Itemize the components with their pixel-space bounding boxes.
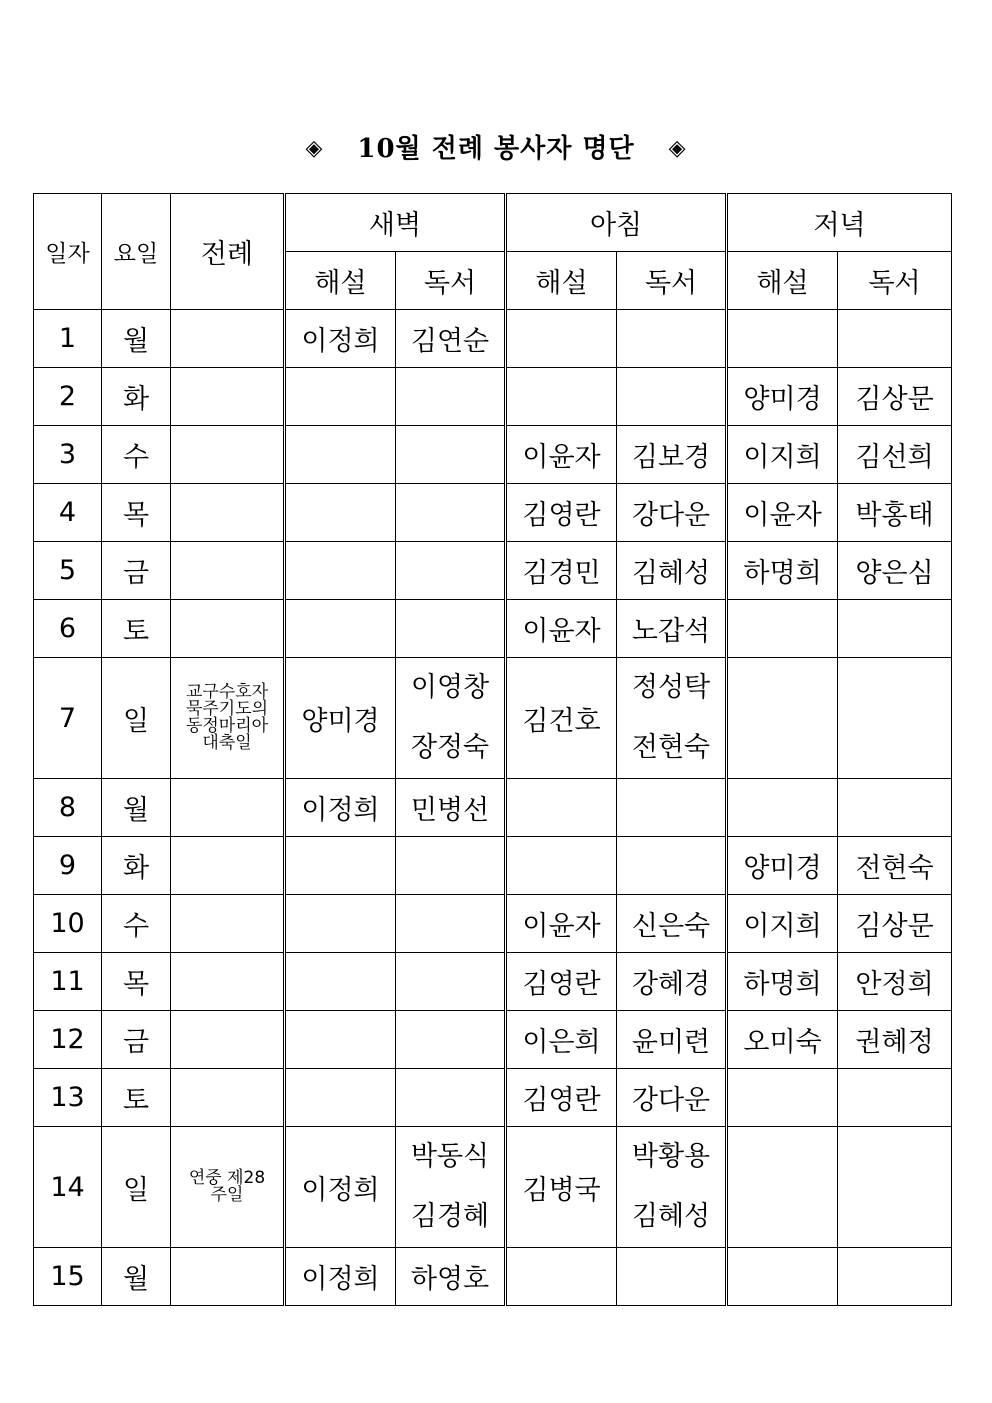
- dawn-commentary-cell: [285, 1069, 396, 1127]
- morning-reading-cell-line-1: 박황용: [631, 1141, 711, 1172]
- weekday-cell: 화: [102, 368, 171, 426]
- weekday-cell: 수: [102, 895, 171, 953]
- dawn-reading-cell: [396, 837, 506, 895]
- morning-reading-cell: [617, 779, 727, 837]
- weekday-cell: 토: [102, 1069, 171, 1127]
- evening-commentary-cell: 오미숙: [727, 1011, 838, 1069]
- morning-commentary-cell: 김영란: [506, 1069, 617, 1127]
- day-cell: 4: [34, 484, 102, 542]
- evening-reading-cell: [838, 658, 952, 779]
- dawn-reading-cell-line-2: 장정숙: [410, 732, 490, 763]
- morning-reading-cell: 노갑석: [617, 600, 727, 658]
- dawn-commentary-cell: [285, 542, 396, 600]
- dawn-reading-cell: [396, 368, 506, 426]
- evening-commentary-cell: [727, 1127, 838, 1248]
- dawn-reading-cell: [396, 1069, 506, 1127]
- weekday-cell: 일: [102, 658, 171, 779]
- evening-reading-cell: [838, 310, 952, 368]
- day-cell: 11: [34, 953, 102, 1011]
- dawn-commentary-cell: [285, 368, 396, 426]
- liturgy-cell: [171, 895, 285, 953]
- header-dawn-reading: 독서: [396, 252, 506, 310]
- table-row: [34, 600, 952, 658]
- dawn-reading-cell-line-2: 김경혜: [410, 1201, 490, 1232]
- table-row: [34, 1011, 952, 1069]
- evening-commentary-cell: [727, 779, 838, 837]
- evening-commentary-cell: 하명희: [727, 542, 838, 600]
- morning-commentary-cell: 김영란: [506, 953, 617, 1011]
- table-row: [34, 426, 952, 484]
- morning-commentary-cell: 이윤자: [506, 426, 617, 484]
- evening-commentary-cell: [727, 310, 838, 368]
- day-cell: 2: [34, 368, 102, 426]
- header-morning-commentary: 해설: [506, 252, 617, 310]
- header-liturgy: 전례: [171, 194, 285, 310]
- weekday-cell: 월: [102, 1248, 171, 1306]
- day-cell: 1: [34, 310, 102, 368]
- dawn-reading-cell: 김연순: [396, 310, 506, 368]
- morning-reading-cell: 강다운: [617, 1069, 727, 1127]
- dawn-commentary-cell: [285, 895, 396, 953]
- evening-reading-cell: 김선희: [838, 426, 952, 484]
- weekday-cell: 금: [102, 542, 171, 600]
- evening-reading-cell: [838, 779, 952, 837]
- table-row: [34, 658, 952, 779]
- evening-commentary-cell: 양미경: [727, 837, 838, 895]
- day-cell: 3: [34, 426, 102, 484]
- header-evening-reading: 독서: [838, 252, 952, 310]
- evening-commentary-cell: [727, 658, 838, 779]
- morning-reading-cell: 신은숙: [617, 895, 727, 953]
- day-cell: 7: [34, 658, 102, 779]
- dawn-reading-cell-line-1: 이영창: [410, 672, 490, 703]
- dawn-reading-cell: [396, 895, 506, 953]
- diamond-right-icon: ◈: [668, 135, 687, 161]
- dawn-commentary-cell: 이정희: [285, 779, 396, 837]
- diamond-left-icon: ◈: [305, 135, 324, 161]
- morning-commentary-cell: 김병국: [506, 1127, 617, 1248]
- weekday-cell: 화: [102, 837, 171, 895]
- day-cell: 8: [34, 779, 102, 837]
- evening-commentary-cell: [727, 1069, 838, 1127]
- liturgy-cell: [171, 953, 285, 1011]
- header-morning: 아침: [506, 194, 727, 252]
- evening-reading-cell: [838, 1127, 952, 1248]
- dawn-reading-cell: 민병선: [396, 779, 506, 837]
- dawn-reading-cell-line-1: 박동식: [410, 1141, 490, 1172]
- dawn-commentary-cell: 이정희: [285, 310, 396, 368]
- morning-reading-cell-line-2: 전현숙: [631, 732, 711, 763]
- evening-reading-cell: 김상문: [838, 368, 952, 426]
- weekday-cell: 목: [102, 484, 171, 542]
- morning-reading-cell: 강다운: [617, 484, 727, 542]
- dawn-reading-cell: 하영호: [396, 1248, 506, 1306]
- dawn-commentary-cell: 이정희: [285, 1248, 396, 1306]
- day-cell: 15: [34, 1248, 102, 1306]
- morning-commentary-cell: [506, 837, 617, 895]
- morning-reading-cell: [617, 1248, 727, 1306]
- morning-commentary-cell: 김영란: [506, 484, 617, 542]
- evening-reading-cell: [838, 1248, 952, 1306]
- dawn-reading-cell: [396, 484, 506, 542]
- weekday-cell: 목: [102, 953, 171, 1011]
- dawn-reading-cell: [396, 1011, 506, 1069]
- day-cell: 5: [34, 542, 102, 600]
- roster-table: [33, 193, 952, 1306]
- liturgy-cell: [171, 1011, 285, 1069]
- dawn-commentary-cell: [285, 484, 396, 542]
- dawn-reading-cell: [396, 600, 506, 658]
- document-title: [0, 128, 992, 165]
- day-cell: 9: [34, 837, 102, 895]
- morning-commentary-cell: 김건호: [506, 658, 617, 779]
- evening-reading-cell: 권혜정: [838, 1011, 952, 1069]
- dawn-reading-cell: [396, 426, 506, 484]
- evening-reading-cell: 양은심: [838, 542, 952, 600]
- liturgy-cell: [171, 426, 285, 484]
- morning-reading-cell: 김보경: [617, 426, 727, 484]
- header-dawn: 새벽: [285, 194, 506, 252]
- table-row: [34, 484, 952, 542]
- table-row: [34, 1127, 952, 1248]
- table-row: [34, 1069, 952, 1127]
- header-day: 일자: [34, 194, 102, 310]
- morning-commentary-cell: [506, 368, 617, 426]
- morning-reading-cell: 윤미련: [617, 1011, 727, 1069]
- morning-reading-cell: 강혜경: [617, 953, 727, 1011]
- title-text: 10월 전례 봉사자 명단: [357, 134, 635, 164]
- dawn-reading-cell: [396, 953, 506, 1011]
- liturgy-cell: [171, 310, 285, 368]
- weekday-cell: 월: [102, 779, 171, 837]
- morning-reading-cell: [617, 310, 727, 368]
- evening-reading-cell: 전현숙: [838, 837, 952, 895]
- morning-commentary-cell: 김경민: [506, 542, 617, 600]
- evening-reading-cell: 김상문: [838, 895, 952, 953]
- header-weekday: 요일: [102, 194, 171, 310]
- evening-commentary-cell: [727, 1248, 838, 1306]
- morning-reading-cell: [617, 658, 727, 779]
- dawn-commentary-cell: [285, 1011, 396, 1069]
- morning-reading-cell: [617, 1127, 727, 1248]
- header-evening-commentary: 해설: [727, 252, 838, 310]
- morning-reading-cell: 김혜성: [617, 542, 727, 600]
- liturgy-cell: [171, 368, 285, 426]
- liturgy-cell: [171, 779, 285, 837]
- morning-commentary-cell: [506, 1248, 617, 1306]
- dawn-reading-cell: [396, 1127, 506, 1248]
- weekday-cell: 금: [102, 1011, 171, 1069]
- evening-commentary-cell: 하명희: [727, 953, 838, 1011]
- evening-reading-cell: [838, 1069, 952, 1127]
- dawn-reading-cell: [396, 658, 506, 779]
- liturgy-cell: [171, 600, 285, 658]
- header-dawn-commentary: 해설: [285, 252, 396, 310]
- morning-reading-cell-line-1: 정성탁: [631, 672, 711, 703]
- liturgy-cell: [171, 837, 285, 895]
- weekday-cell: 일: [102, 1127, 171, 1248]
- table-row: [34, 542, 952, 600]
- morning-reading-cell: [617, 837, 727, 895]
- day-cell: 10: [34, 895, 102, 953]
- weekday-cell: 수: [102, 426, 171, 484]
- evening-commentary-cell: 이지희: [727, 895, 838, 953]
- header-morning-reading: 독서: [617, 252, 727, 310]
- dawn-reading-cell: [396, 542, 506, 600]
- dawn-commentary-cell: [285, 837, 396, 895]
- dawn-commentary-cell: [285, 426, 396, 484]
- evening-commentary-cell: 이지희: [727, 426, 838, 484]
- table-row: [34, 779, 952, 837]
- morning-commentary-cell: [506, 779, 617, 837]
- dawn-commentary-cell: [285, 953, 396, 1011]
- table-row: [34, 837, 952, 895]
- dawn-commentary-cell: [285, 600, 396, 658]
- liturgy-cell: [171, 484, 285, 542]
- table-row: [34, 953, 952, 1011]
- weekday-cell: 토: [102, 600, 171, 658]
- morning-reading-cell-line-2: 김혜성: [631, 1201, 711, 1232]
- table-row: [34, 310, 952, 368]
- day-cell: 14: [34, 1127, 102, 1248]
- morning-commentary-cell: 이윤자: [506, 895, 617, 953]
- table-row: [34, 1248, 952, 1306]
- evening-reading-cell: 박홍태: [838, 484, 952, 542]
- day-cell: 12: [34, 1011, 102, 1069]
- morning-commentary-cell: 이윤자: [506, 600, 617, 658]
- day-cell: 13: [34, 1069, 102, 1127]
- table-row: [34, 368, 952, 426]
- evening-reading-cell: 안정희: [838, 953, 952, 1011]
- liturgy-cell: [171, 1069, 285, 1127]
- liturgy-cell: [171, 1248, 285, 1306]
- evening-commentary-cell: 이윤자: [727, 484, 838, 542]
- morning-commentary-cell: [506, 310, 617, 368]
- morning-commentary-cell: 이은희: [506, 1011, 617, 1069]
- day-cell: 6: [34, 600, 102, 658]
- dawn-commentary-cell: 이정희: [285, 1127, 396, 1248]
- weekday-cell: 월: [102, 310, 171, 368]
- morning-reading-cell: [617, 368, 727, 426]
- liturgy-cell: [171, 542, 285, 600]
- liturgy-cell: 교구수호자묵주기도의동정마리아대축일: [171, 658, 285, 779]
- evening-commentary-cell: [727, 600, 838, 658]
- dawn-commentary-cell: 양미경: [285, 658, 396, 779]
- liturgy-cell: 연중 제28주일: [171, 1127, 285, 1248]
- header-evening: 저녁: [727, 194, 952, 252]
- evening-commentary-cell: 양미경: [727, 368, 838, 426]
- evening-reading-cell: [838, 600, 952, 658]
- table-row: [34, 895, 952, 953]
